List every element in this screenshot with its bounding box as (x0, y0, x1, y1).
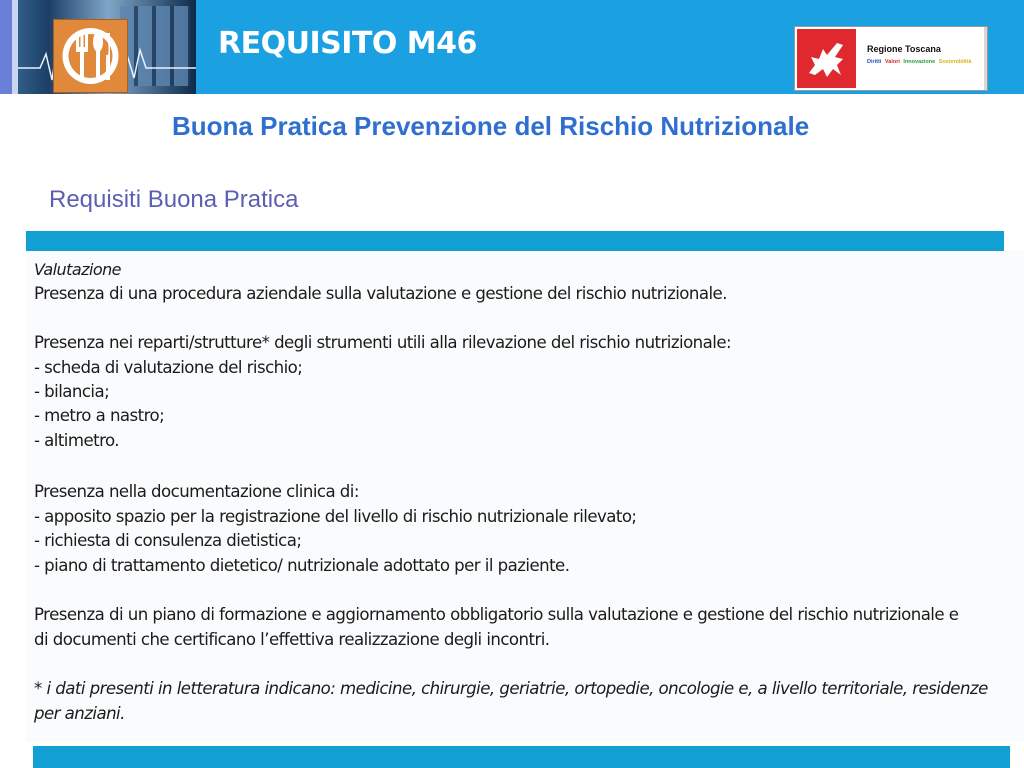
requirement-line: - altimetro. (34, 431, 120, 450)
regione-toscana-logo (794, 26, 988, 91)
footnote-line: per anziani. (34, 704, 125, 723)
food-plate-icon (53, 19, 128, 93)
header-banner (0, 0, 1024, 94)
requirement-line: - piano di trattamento dietetico/ nutrizionale adottato per il paziente. (34, 556, 570, 575)
requirement-line: Presenza di un piano di formazione e aggiornamento obbligatorio sulla valutazione e gestione del rischio nutrizionale e (34, 605, 959, 624)
motto-word: Diritti (867, 59, 882, 65)
panel-label: Valutazione (34, 260, 121, 279)
page-title: REQUISITO M46 (218, 26, 477, 61)
pegasus-emblem-icon (797, 29, 856, 88)
section-heading: Requisiti Buona Pratica (49, 186, 299, 213)
motto-word: Innovazione (903, 59, 936, 65)
logo-name: Regione Toscana (867, 44, 941, 54)
logo-motto (867, 59, 973, 65)
requirement-line: - metro a nastro; (34, 406, 165, 425)
content-bottom-bar (33, 746, 1010, 768)
content-top-bar (26, 231, 1004, 251)
logo-edge (984, 27, 987, 90)
requirement-line: Presenza di una procedura aziendale sulla valutazione e gestione del rischio nutrizionale. (34, 284, 727, 303)
requirement-line: Presenza nei reparti/strutture* degli strumenti utili alla rilevazione del rischio nutrizionale: (34, 333, 732, 352)
motto-word: Valori (884, 59, 900, 65)
requirement-line: - bilancia; (34, 382, 110, 401)
requirement-line: - richiesta di consulenza dietistica; (34, 531, 302, 550)
requirement-line: - scheda di valutazione del rischio; (34, 358, 303, 377)
motto-word: Sostenibilità (938, 59, 972, 65)
requirement-line: Presenza nella documentazione clinica di: (34, 482, 359, 501)
requirement-line: di documenti che certificano l’effettiva realizzazione degli incontri. (34, 630, 550, 649)
footnote-line: * i dati presenti in letteratura indicano: medicine, chirurgie, geriatrie, ortopedie, oncologie e, a livello territoriale, residenze (34, 679, 988, 698)
requirements-panel (26, 251, 1024, 742)
slide-subtitle: Buona Pratica Prevenzione del Rischio Nutrizionale (172, 111, 810, 141)
requirement-line: - apposito spazio per la registrazione del livello di rischio nutrizionale rilevato; (34, 507, 637, 526)
